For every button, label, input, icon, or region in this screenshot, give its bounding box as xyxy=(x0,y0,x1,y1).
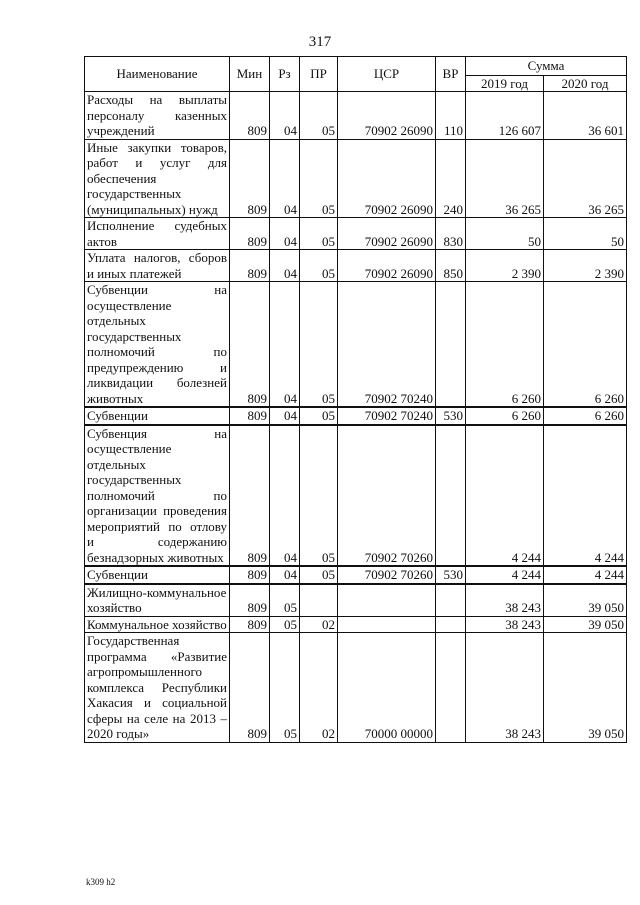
row-2020: 6 260 xyxy=(544,282,627,408)
row-rz: 05 xyxy=(270,584,300,617)
table-row xyxy=(85,282,627,408)
row-name: Субвенция на осуществление отдельных государственных полномочий по организации проведения мероприятий по отлову и содержанию безнадзорных животных xyxy=(85,425,230,567)
row-min: 809 xyxy=(230,633,270,743)
row-pr: 02 xyxy=(300,616,338,633)
row-name: Иные закупки товаров, работ и услуг для обеспечения государственных (муниципальных) нужд xyxy=(85,139,230,218)
row-2020: 50 xyxy=(544,218,627,250)
row-csr: 70902 70260 xyxy=(338,566,436,584)
row-pr: 05 xyxy=(300,92,338,140)
row-2020: 39 050 xyxy=(544,616,627,633)
row-pr: 05 xyxy=(300,425,338,567)
row-min: 809 xyxy=(230,92,270,140)
header-rz: Рз xyxy=(270,57,300,92)
row-2020: 2 390 xyxy=(544,250,627,282)
row-min: 809 xyxy=(230,407,270,425)
row-min: 809 xyxy=(230,139,270,218)
table-row xyxy=(85,584,627,617)
row-name: Субвенции xyxy=(85,407,230,425)
row-csr: 70902 26090 xyxy=(338,139,436,218)
header-min: Мин xyxy=(230,57,270,92)
row-2019: 38 243 xyxy=(466,616,544,633)
row-rz: 05 xyxy=(270,633,300,743)
header-name: Наименование xyxy=(85,57,230,92)
row-csr: 70902 70240 xyxy=(338,407,436,425)
row-2020: 39 050 xyxy=(544,584,627,617)
row-vr xyxy=(436,633,466,743)
row-pr: 02 xyxy=(300,633,338,743)
row-2019: 50 xyxy=(466,218,544,250)
row-2020: 36 265 xyxy=(544,139,627,218)
row-2020: 4 244 xyxy=(544,566,627,584)
row-pr: 05 xyxy=(300,282,338,408)
row-csr: 70902 70240 xyxy=(338,282,436,408)
row-name: Расходы на выплаты персоналу казенных учреждений xyxy=(85,92,230,140)
row-2019: 4 244 xyxy=(466,566,544,584)
table-row xyxy=(85,425,627,567)
row-name: Жилищно-коммунальное хозяйство xyxy=(85,584,230,617)
row-name: Субвенции на осуществление отдельных государственных полномочий по предупреждению и ликвидации болезней животных xyxy=(85,282,230,408)
row-vr: 240 xyxy=(436,139,466,218)
row-vr: 530 xyxy=(436,566,466,584)
row-rz: 04 xyxy=(270,218,300,250)
header-vr: ВР xyxy=(436,57,466,92)
row-min: 809 xyxy=(230,425,270,567)
budget-table xyxy=(84,56,627,743)
row-2020: 36 601 xyxy=(544,92,627,140)
row-rz: 04 xyxy=(270,250,300,282)
row-csr: 70902 26090 xyxy=(338,218,436,250)
table-row xyxy=(85,407,627,425)
table-row xyxy=(85,566,627,584)
row-vr xyxy=(436,425,466,567)
row-name: Субвенции xyxy=(85,566,230,584)
row-vr: 110 xyxy=(436,92,466,140)
table-row xyxy=(85,616,627,633)
row-vr: 830 xyxy=(436,218,466,250)
row-2020: 4 244 xyxy=(544,425,627,567)
row-pr: 05 xyxy=(300,139,338,218)
row-name: Государственная программа «Развитие агропромышленного комплекса Республики Хакасия и социальной сферы на селе на 2013 – 2020 годы» xyxy=(85,633,230,743)
row-pr: 05 xyxy=(300,566,338,584)
page-number: 317 xyxy=(308,34,332,50)
row-rz: 04 xyxy=(270,407,300,425)
row-vr: 850 xyxy=(436,250,466,282)
row-2019: 38 243 xyxy=(466,584,544,617)
table-row xyxy=(85,92,627,140)
header-year-2020: 2020 год xyxy=(544,75,627,92)
row-vr xyxy=(436,616,466,633)
row-2019: 2 390 xyxy=(466,250,544,282)
row-min: 809 xyxy=(230,616,270,633)
row-pr xyxy=(300,584,338,617)
row-2020: 39 050 xyxy=(544,633,627,743)
row-2019: 38 243 xyxy=(466,633,544,743)
row-2020: 6 260 xyxy=(544,407,627,425)
row-2019: 6 260 xyxy=(466,407,544,425)
row-csr xyxy=(338,584,436,617)
row-rz: 04 xyxy=(270,139,300,218)
row-pr: 05 xyxy=(300,250,338,282)
table-row xyxy=(85,633,627,743)
header-pr: ПР xyxy=(300,57,338,92)
row-name: Уплата налогов, сборов и иных платежей xyxy=(85,250,230,282)
row-pr: 05 xyxy=(300,407,338,425)
row-rz: 04 xyxy=(270,92,300,140)
row-csr: 70000 00000 xyxy=(338,633,436,743)
table-row xyxy=(85,250,627,282)
header-sum: Сумма xyxy=(466,57,627,76)
footer-code: k309 h2 xyxy=(86,877,116,887)
row-min: 809 xyxy=(230,566,270,584)
row-min: 809 xyxy=(230,250,270,282)
row-csr xyxy=(338,616,436,633)
row-csr: 70902 26090 xyxy=(338,92,436,140)
row-min: 809 xyxy=(230,584,270,617)
row-2019: 4 244 xyxy=(466,425,544,567)
row-pr: 05 xyxy=(300,218,338,250)
row-csr: 70902 26090 xyxy=(338,250,436,282)
row-2019: 36 265 xyxy=(466,139,544,218)
row-vr xyxy=(436,282,466,408)
row-csr: 70902 70260 xyxy=(338,425,436,567)
row-vr: 530 xyxy=(436,407,466,425)
row-2019: 126 607 xyxy=(466,92,544,140)
row-name: Коммунальное хозяйство xyxy=(85,616,230,633)
row-rz: 04 xyxy=(270,566,300,584)
table-row xyxy=(85,218,627,250)
row-rz: 05 xyxy=(270,616,300,633)
row-2019: 6 260 xyxy=(466,282,544,408)
row-rz: 04 xyxy=(270,425,300,567)
row-min: 809 xyxy=(230,218,270,250)
header-csr: ЦСР xyxy=(338,57,436,92)
header-year-2019: 2019 год xyxy=(466,75,544,92)
row-min: 809 xyxy=(230,282,270,408)
row-rz: 04 xyxy=(270,282,300,408)
row-vr xyxy=(436,584,466,617)
row-name: Исполнение судебных актов xyxy=(85,218,230,250)
table-row xyxy=(85,139,627,218)
